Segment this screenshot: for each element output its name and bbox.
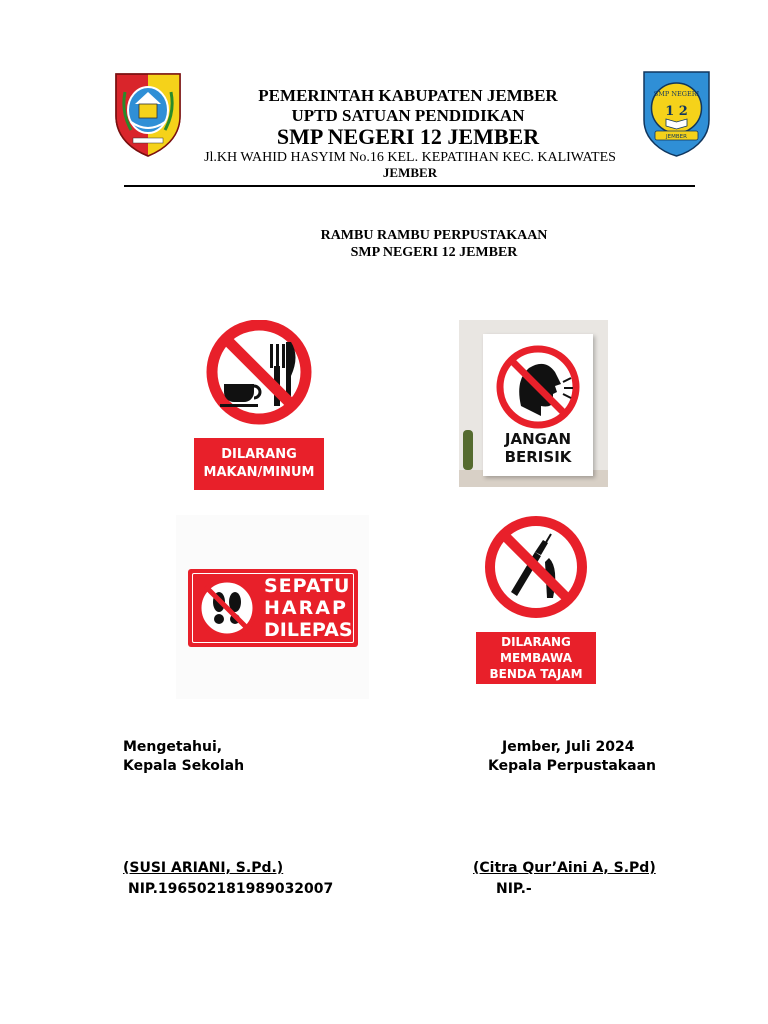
sign-label-line1: JANGAN [504, 430, 572, 448]
sign-label-line2: HARAP [264, 597, 348, 619]
sig-left-role: Kepala Sekolah [123, 758, 245, 774]
no-talking-icon [493, 342, 583, 432]
letterhead-divider [124, 185, 695, 187]
sign-label-line3: BENDA TAJAM [489, 667, 583, 681]
sig-left-nip: NIP.196502181989032007 [128, 881, 334, 897]
no-shoes-icon [196, 577, 258, 639]
document-subtitle: SMP NEGERI 12 JEMBER [350, 245, 518, 260]
sign-no-food-drink [194, 320, 324, 490]
letterhead-school-name: SMP NEGERI 12 JEMBER [276, 124, 540, 149]
letterhead-government: PEMERINTAH KABUPATEN JEMBER [258, 86, 558, 105]
school-crest-logo [641, 70, 712, 158]
crest-ribbon-text: JEMBER [666, 134, 687, 140]
sign-keep-quiet [459, 320, 608, 487]
sign-remove-shoes [176, 515, 369, 699]
sign-label-line2: BERISIK [504, 448, 572, 466]
sign-no-sharp-objects [476, 514, 596, 684]
sign-label-line3: DILEPAS [264, 619, 353, 641]
sig-right-nip: NIP.- [496, 881, 532, 897]
letterhead-city: JEMBER [382, 165, 438, 180]
sig-left-name: (SUSI ARIANI, S.Pd.) [123, 860, 284, 876]
sign-label-line1: DILARANG [501, 635, 571, 649]
sign-label-line1: SEPATU [264, 575, 351, 597]
sign-label-line1: DILARANG [221, 447, 297, 462]
sig-right-place-date: Jember, Juli 2024 [502, 739, 635, 755]
document-title: RAMBU RAMBU PERPUSTAKAAN [320, 228, 548, 243]
jember-regency-crest-logo [113, 72, 183, 158]
sign-label-line2: MAKAN/MINUM [203, 465, 315, 480]
sig-right-name: (Citra Qur’Aini A, S.Pd) [473, 860, 656, 876]
letterhead-agency: UPTD SATUAN PENDIDIKAN [291, 106, 525, 125]
sign-label-line2: MEMBAWA [500, 651, 572, 665]
no-sharp-objects-icon [481, 514, 591, 622]
crest-top-text: SMP NEGERI [653, 90, 700, 98]
letterhead-address: Jl.KH WAHID HASYIM No.16 KEL. KEPATIHAN KEC. KALIWATES [204, 150, 616, 165]
sig-right-role: Kepala Perpustakaan [488, 758, 656, 774]
crest-number: 1 2 [665, 104, 688, 119]
sig-left-acknowledged: Mengetahui, [123, 739, 223, 755]
no-food-drink-icon [194, 320, 324, 438]
